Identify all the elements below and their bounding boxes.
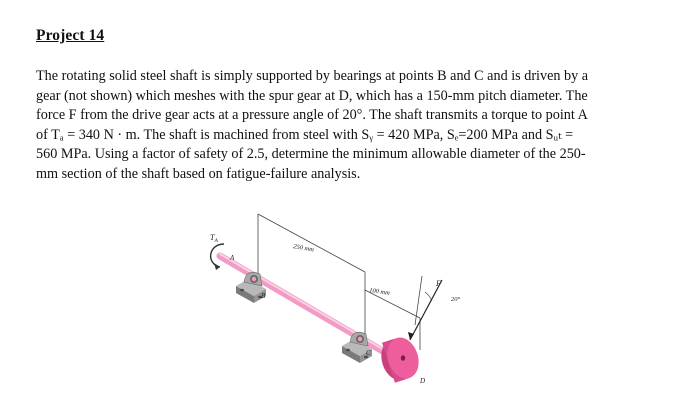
- spur-gear-d: [376, 333, 424, 384]
- problem-line: 560 MPa. Using a factor of safety of 2.5, determine the minimum allowable diameter of the 250-: [36, 146, 586, 163]
- problem-line: The rotating solid steel shaft is simply supported by bearings at points B and C and is driven by a: [36, 68, 589, 84]
- point-d-label: D: [420, 377, 426, 385]
- shaft-highlight: [220, 254, 398, 358]
- problem-line: of Tₐ = 340 N · m. The shaft is machined from steel with Sᵧ = 420 MPa, Sₑ=200 MPa and Sᵤₜ =: [36, 126, 574, 143]
- force-label: F: [436, 279, 441, 288]
- point-b-label: B: [261, 292, 266, 300]
- point-a-label: A: [230, 254, 235, 262]
- torque-label: $T_A$: [210, 233, 218, 244]
- shaft-diagram: [150, 200, 490, 420]
- force-arrow-f: [410, 280, 442, 340]
- shaft: [220, 256, 398, 360]
- point-c-label: C: [366, 349, 371, 357]
- pressure-angle-label: 20°: [451, 296, 461, 303]
- project-title: Project 14: [36, 27, 105, 44]
- problem-line: force F from the drive gear acts at a pressure angle of 20°. The shaft transmits a torque to point A: [36, 107, 588, 124]
- dimension-label-100: 100 mm: [368, 287, 391, 297]
- bearing-c: [342, 332, 372, 363]
- dimension-label-250: 250 mm: [292, 243, 315, 254]
- problem-statement: [36, 67, 670, 185]
- problem-line: gear (not shown) which meshes with the spur gear at D, which has a 150-mm pitch diameter. The: [36, 87, 588, 104]
- dimension-line-250: [258, 214, 365, 272]
- torque-arrowhead: [214, 263, 220, 270]
- problem-line: mm section of the shaft based on fatigue-failure analysis.: [36, 165, 361, 182]
